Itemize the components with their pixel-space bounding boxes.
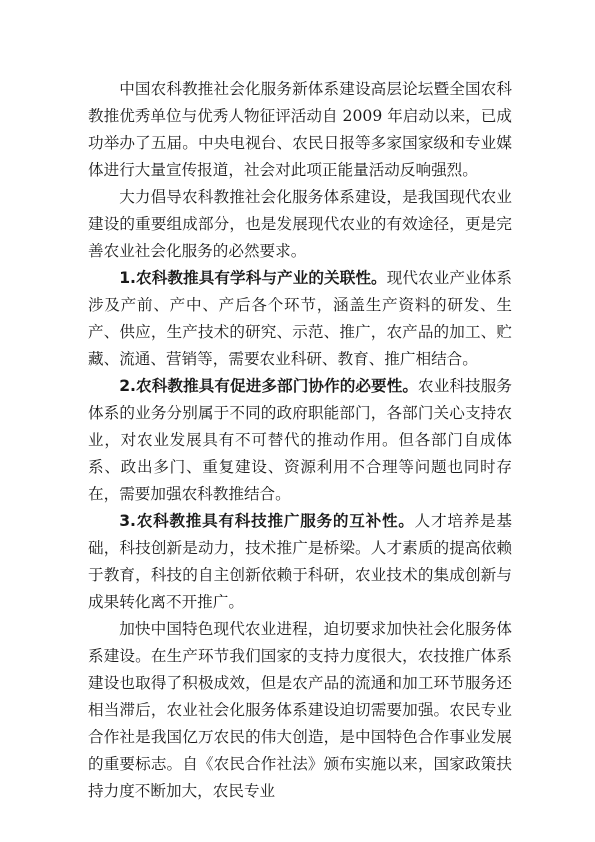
document-body — [88, 76, 512, 805]
paragraph-4-text: 农业科技服务体系的业务分别属于不同的政府职能部门，各部门关心支持农业，对农业发展具有不可替代的推动作用。但各部门自成体系、政出多门、重复建设、资源利用不合理等问题也同时存在，需要加强农科教推结合。 — [88, 377, 512, 503]
paragraph-4 — [88, 373, 512, 508]
paragraph-3-text: 现代农业产业体系涉及产前、产中、产后各个环节，涵盖生产资料的研发、生产、供应，生产技术的研究、示范、推广，农产品的加工、贮藏、流通、营销等，需要农业科研、教育、推广相结合。 — [88, 269, 512, 368]
paragraph-2-text: 大力倡导农科教推社会化服务体系建设，是我国现代农业建设的重要组成部分，也是发展现代农业的有效途径，更是完善农业社会化服务的必然要求。 — [88, 188, 512, 260]
paragraph-4-lead: 2.农科教推具有促进多部门协作的必要性。 — [119, 377, 419, 395]
paragraph-1 — [88, 76, 512, 184]
paragraph-3-lead: 1.农科教推具有学科与产业的关联性。 — [119, 269, 387, 287]
paragraph-5-text: 人才培养是基础，科技创新是动力，技术推广是桥梁。人才素质的提高依赖于教育，科技的自主创新依赖于科研，农业技术的集成创新与成果转化离不开推广。 — [88, 512, 512, 611]
paragraph-6-text: 加快中国特色现代农业进程，迫切要求加快社会化服务体系建设。在生产环节我们国家的支持力度很大，农技推广体系建设也取得了积极成效，但是农产品的流通和加工环节服务还相当滞后，农业社会化服务体系建设迫切需要加强。农民专业合作社是我国亿万农民的伟大创造，是中国特色合作事业发展的重要标志。自《农民合作社法》颁布实施以来，国家政策扶持力度不断加大，农民专业 — [88, 620, 512, 800]
paragraph-3 — [88, 265, 512, 373]
paragraph-1-text: 中国农科教推社会化服务新体系建设高层论坛暨全国农科教推优秀单位与优秀人物征评活动自 2009 年启动以来，已成功举办了五届。中央电视台、农民日报等多家国家级和专业媒体进行大量宣传报道，社会对此项正能量活动反响强烈。 — [88, 80, 512, 179]
paragraph-2 — [88, 184, 512, 265]
paragraph-5-lead: 3.农科教推具有科技推广服务的互补性。 — [119, 512, 415, 530]
paragraph-6 — [88, 616, 512, 805]
paragraph-5 — [88, 508, 512, 616]
